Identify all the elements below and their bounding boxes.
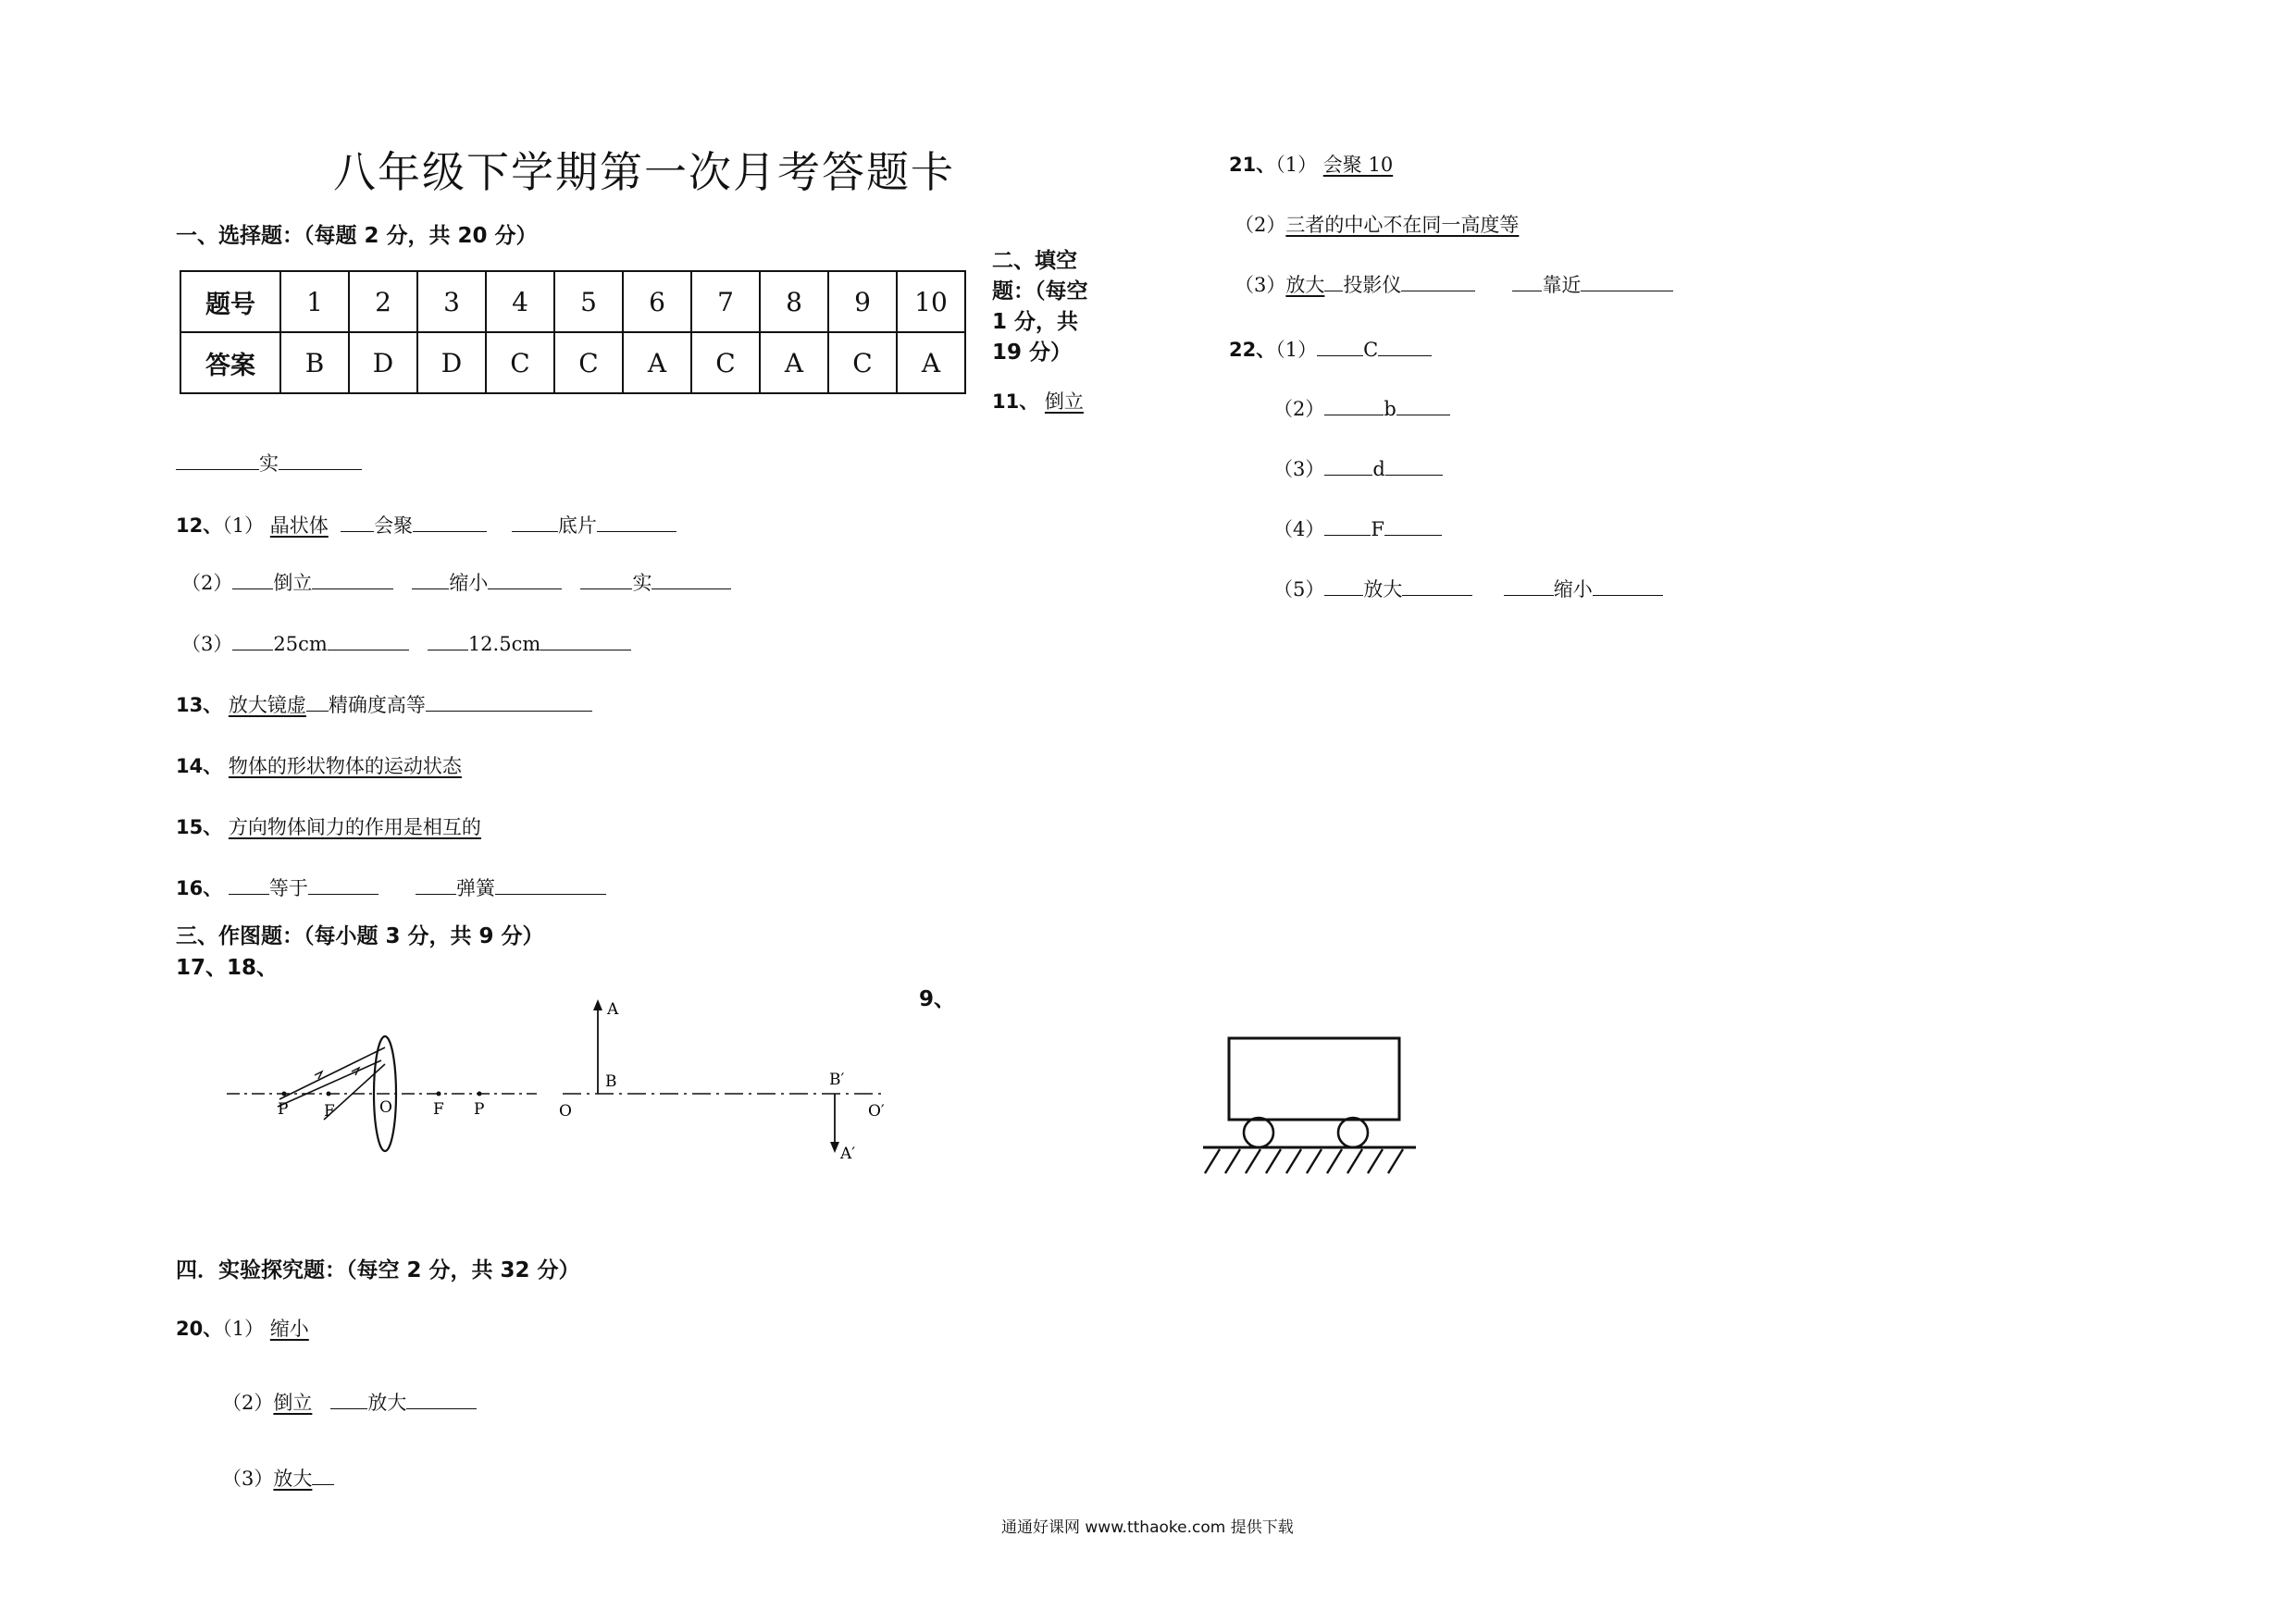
light-ray: [278, 1060, 381, 1107]
arrow-up-icon: [593, 999, 602, 1010]
section-2-heading-line: 1 分，共: [992, 310, 1079, 334]
q12-line-2: [181, 568, 731, 596]
answer-text: 12.5cm: [467, 633, 541, 655]
answer-text: 倒立: [273, 1392, 313, 1414]
q11-line: [992, 387, 1084, 415]
footer-text: 通通好课网 www.tthaoke.com 提供下载: [1001, 1518, 1294, 1537]
answer-text: 等于: [268, 877, 308, 899]
question-number-cell: 7: [691, 271, 760, 332]
point-label: A′: [840, 1145, 856, 1163]
answer-text: 方向物体间力的作用是相互的: [228, 816, 481, 838]
question-number-cell: 2: [349, 271, 417, 332]
part-label: （3）: [181, 633, 233, 655]
q21-line-1: [1229, 150, 1393, 178]
q19-label: 9、: [919, 987, 956, 1011]
ray-arrow-icon: [315, 1072, 322, 1079]
q14-line: [176, 751, 462, 779]
question-number-cell: 6: [623, 271, 691, 332]
answer-text: 弹簧: [455, 877, 495, 899]
answer-text: 缩小: [1553, 578, 1593, 601]
answer-text: 晶状体: [269, 514, 329, 537]
part-label: （3）: [222, 1468, 274, 1490]
q21-line-3: [1235, 270, 1673, 298]
point-label: P: [278, 1100, 289, 1119]
page-title: 八年级下学期第一次月考答题卡: [333, 147, 955, 197]
answer-text: F: [1371, 518, 1384, 540]
answer-text: 放大: [1285, 274, 1325, 296]
question-number: 22、: [1229, 339, 1276, 361]
q17-18-label: 17、18、: [176, 956, 279, 980]
focal-point-dot: [478, 1092, 482, 1096]
arrow-down-icon: [830, 1142, 839, 1153]
question-number: 15、: [176, 816, 223, 838]
q13-line: [176, 690, 592, 718]
question-number: 11、: [992, 390, 1039, 413]
focal-point-dot: [282, 1092, 287, 1096]
answer-text: 放大: [1363, 578, 1403, 601]
multiple-choice-table: [180, 270, 966, 394]
cart-body: [1229, 1038, 1399, 1120]
answer-cell: D: [417, 332, 486, 393]
answer-text: C: [1363, 339, 1379, 361]
part-label: （3）: [1273, 458, 1325, 480]
answer-cell: A: [760, 332, 828, 393]
answer-text: 缩小: [449, 572, 489, 594]
answer-cell: D: [349, 332, 417, 393]
section-1-heading: 一、选择题：（每题 2 分，共 20 分）: [176, 224, 538, 248]
q12-line-1: [176, 511, 676, 539]
question-number: 14、: [176, 755, 223, 777]
answer-text: 放大镜虚: [228, 694, 306, 716]
lens-ray-diagram: [222, 1027, 555, 1157]
question-number-cell: 3: [417, 271, 486, 332]
object-image-diagram: [553, 992, 905, 1168]
q12-line-3: [181, 629, 631, 657]
question-number-cell: 8: [760, 271, 828, 332]
question-number: 20、: [176, 1318, 223, 1340]
answer-cell: A: [623, 332, 691, 393]
answer-text: 物体的形状物体的运动状态: [228, 755, 462, 777]
q20-line-1: [176, 1314, 309, 1342]
part-label: （2）: [1235, 214, 1286, 236]
answer-text: 实: [259, 452, 279, 475]
section-2-heading-line: 二、填空: [992, 249, 1077, 273]
point-label: B: [605, 1072, 617, 1091]
row-label-answer: 答案: [180, 332, 280, 393]
q22-line-1: [1229, 335, 1432, 363]
question-number-cell: 4: [486, 271, 554, 332]
ground-hatch: [1205, 1149, 1403, 1173]
point-label: P: [474, 1100, 485, 1119]
question-number-cell: 9: [828, 271, 897, 332]
point-label: F: [433, 1100, 444, 1119]
answer-text: 放大: [273, 1468, 313, 1490]
q22-line-5: [1273, 575, 1663, 602]
answer-cell: C: [828, 332, 897, 393]
answer-cell: C: [486, 332, 554, 393]
answer-text: 放大: [367, 1392, 407, 1414]
section-2-heading-line: 题：（每空: [992, 279, 1088, 304]
point-label: A: [607, 1000, 619, 1019]
q16-line: [176, 873, 606, 901]
focal-point-dot: [327, 1092, 331, 1096]
part-label: （3）: [1235, 274, 1286, 296]
answer-text: 会聚: [374, 514, 414, 537]
cart-wheel: [1244, 1118, 1273, 1147]
q11-continuation: [176, 449, 362, 477]
question-number-cell: 10: [897, 271, 965, 332]
answer-text: 实: [632, 572, 652, 594]
q20-line-3: [222, 1464, 334, 1492]
answer-cell: C: [691, 332, 760, 393]
cart-diagram: [1194, 1027, 1434, 1184]
answer-text: 三者的中心不在同一高度等: [1285, 214, 1520, 236]
section-4-heading: 四．实验探究题：（每空 2 分，共 32 分）: [176, 1258, 580, 1282]
section-2-heading-line: 19 分）: [992, 341, 1073, 365]
part-label: （1）: [222, 1318, 265, 1340]
answer-text: 投影仪: [1343, 274, 1402, 296]
section-3-heading: 三、作图题：（每小题 3 分，共 9 分）: [176, 924, 544, 948]
question-number-cell: 5: [554, 271, 623, 332]
part-label: （4）: [1273, 518, 1325, 540]
part-label: （1）: [1275, 339, 1318, 361]
part-label: （2）: [181, 572, 233, 594]
point-label: O: [559, 1102, 572, 1121]
question-number: 21、: [1229, 154, 1276, 176]
answer-text: b: [1384, 398, 1396, 420]
q20-line-2: [222, 1388, 477, 1416]
point-label: O: [379, 1098, 392, 1117]
question-number: 12、: [176, 514, 223, 537]
light-ray: [279, 1047, 385, 1099]
section-2-heading: [992, 246, 1088, 368]
row-label-number: 题号: [180, 271, 280, 332]
table-row-numbers: [180, 271, 965, 332]
q22-line-2: [1273, 394, 1450, 422]
question-number: 13、: [176, 694, 223, 716]
answer-text: d: [1372, 458, 1385, 480]
point-label: O′: [868, 1102, 885, 1121]
part-label: （5）: [1273, 578, 1325, 601]
answer-text: 精确度高等: [328, 694, 426, 716]
answer-text: 靠近: [1542, 274, 1582, 296]
cart-wheel: [1338, 1118, 1368, 1147]
answer-text: 倒立: [1044, 390, 1084, 413]
answer-text: 底片: [557, 514, 597, 537]
answer-text: 倒立: [273, 572, 313, 594]
point-label: F: [324, 1102, 335, 1121]
answer-text: 会聚 10: [1322, 154, 1394, 176]
answer-text: 25cm: [273, 633, 328, 655]
answer-cell: C: [554, 332, 623, 393]
part-label: （2）: [222, 1392, 274, 1414]
part-label: （1）: [1275, 154, 1318, 176]
answer-cell: A: [897, 332, 965, 393]
q22-line-3: [1273, 454, 1443, 482]
q22-line-4: [1273, 514, 1442, 542]
focal-point-dot: [437, 1092, 441, 1096]
point-label: B′: [829, 1071, 845, 1089]
answer-text: 缩小: [269, 1318, 309, 1340]
part-label: （2）: [1273, 398, 1325, 420]
q21-line-2: [1235, 210, 1519, 238]
question-number: 16、: [176, 877, 223, 899]
question-number-cell: 1: [280, 271, 349, 332]
answer-cell: B: [280, 332, 349, 393]
q15-line: [176, 812, 481, 840]
part-label: （1）: [222, 514, 265, 537]
table-row-answers: [180, 332, 965, 393]
